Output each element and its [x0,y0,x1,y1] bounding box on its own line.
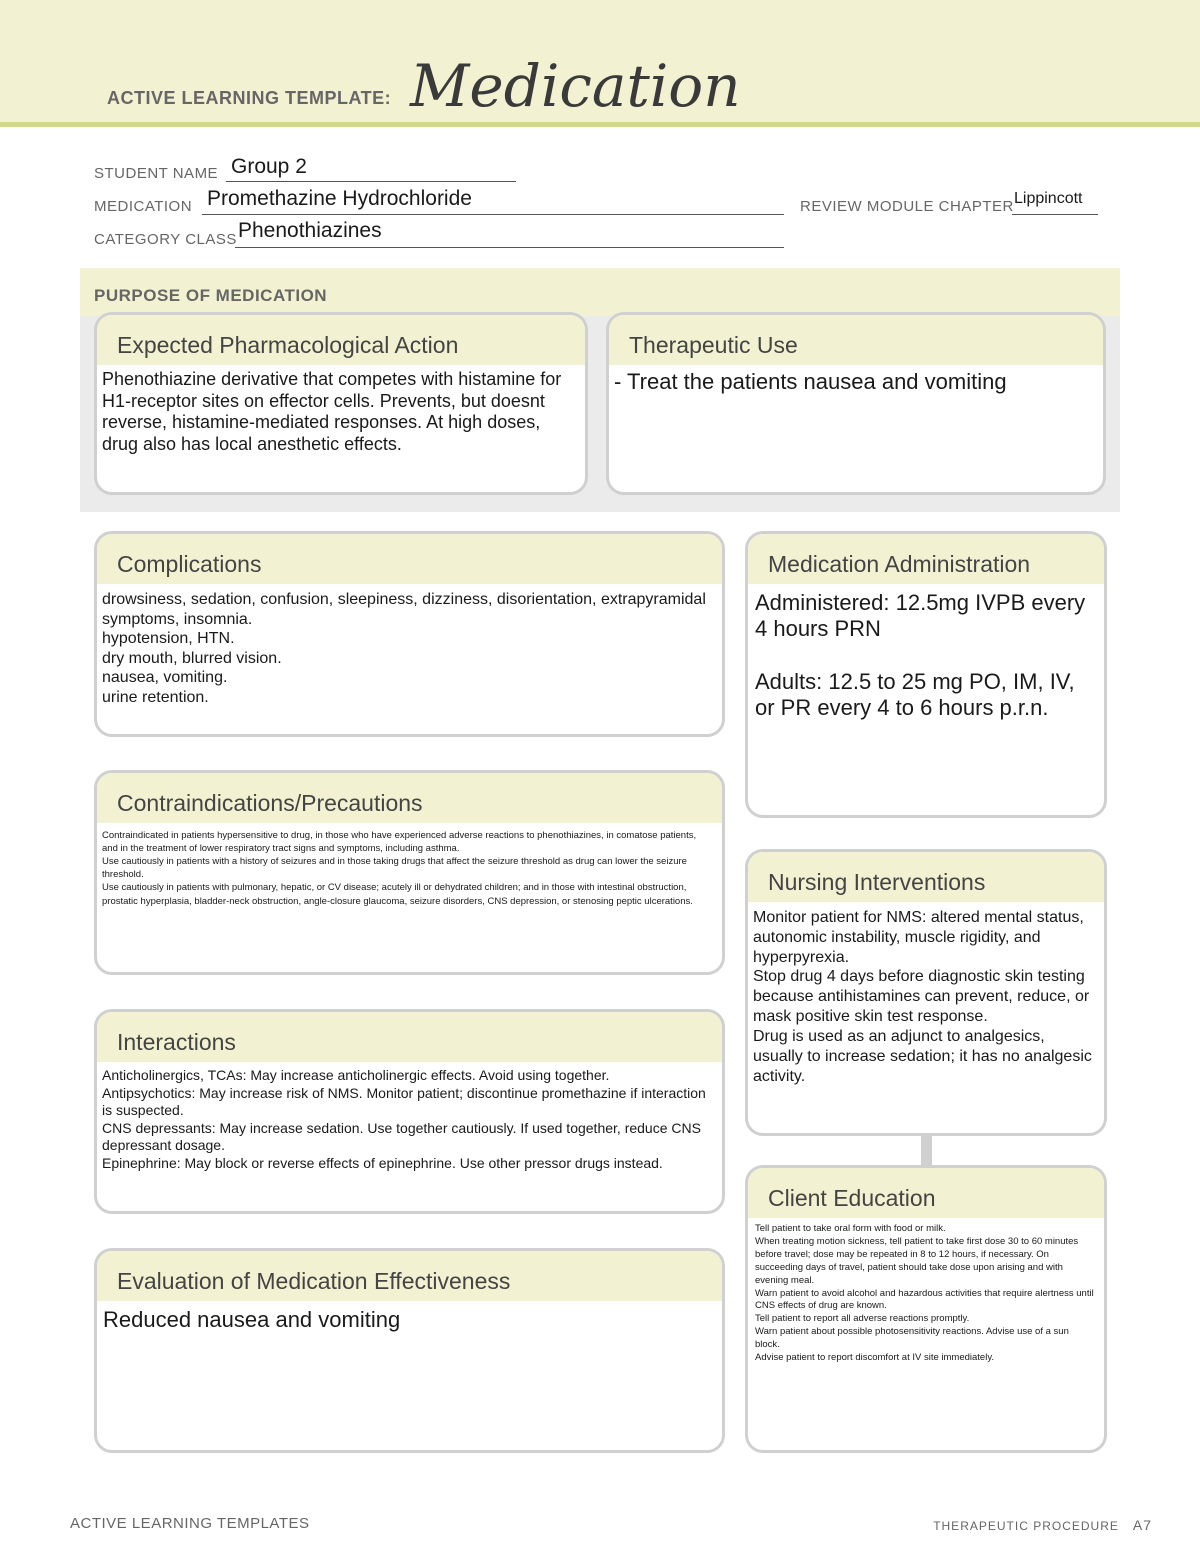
interactions-header [97,1012,722,1062]
nursing-interventions-title: Nursing Interventions [768,869,986,895]
complications-line: dry mouth, blurred vision. [102,649,282,667]
expected-action-title: Expected Pharmacological Action [117,332,459,358]
review-module-line [1012,214,1098,215]
interactions-line: Anticholinergics, TCAs: May increase anticholinergic effects. Avoid using together. [102,1067,610,1083]
evaluation-header [97,1251,722,1301]
education-line: Advise patient to report discomfort at IV site immediately. [755,1352,995,1364]
complications-line: nausea, vomiting. [102,669,228,687]
complications-line: urine retention. [102,688,209,706]
nursing-line: Stop drug 4 days before diagnostic skin testing because antihistamines can prevent, reduce, or mask positive skin test response. [753,968,1090,1026]
template-label: ACTIVE LEARNING TEMPLATE: [107,88,392,108]
therapeutic-use-text[interactable]: - Treat the patients nausea and vomiting [614,369,1007,394]
education-line: Warn patient to avoid alcohol and hazardous activities that require alertness until CNS effects of drug are known. [755,1287,1094,1312]
medication-label: MEDICATION [94,198,193,215]
contraindications-header [97,773,722,823]
student-name-line [226,181,516,182]
contraindications-text[interactable] [97,823,722,908]
client-education-title: Client Education [768,1185,936,1211]
client-education-text[interactable] [748,1218,1104,1365]
footer-section-label: THERAPEUTIC PROCEDURE [933,1519,1119,1533]
contraindications-card [94,770,725,975]
therapeutic-use-header [609,315,1103,365]
client-education-header [748,1168,1104,1218]
page-number: A7 [1132,1517,1152,1533]
card-connector [921,1134,932,1168]
medication-administration-header [748,534,1104,584]
evaluation-title: Evaluation of Medication Effectiveness [117,1268,511,1294]
contraindications-line: Use cautiously in patients with a history of seizures and in those taking drugs that affect the seizure threshold as drug can lower the seizure threshold. [102,856,687,881]
interactions-card [94,1009,725,1214]
complications-card [94,531,725,737]
category-class-field[interactable]: Phenothiazines [238,219,382,242]
therapeutic-use-card [606,312,1106,495]
student-name-label: STUDENT NAME [94,165,219,182]
nursing-interventions-header [748,852,1104,902]
purpose-title: PURPOSE OF MEDICATION [94,286,328,305]
education-line: When treating motion sickness, tell patient to take first dose 30 to 60 minutes before travel; dose may be repeated in 8 to 12 hours, if necessary. On succeeding days of travel, patient should take dose upon arising and with evening meal. [755,1235,1079,1286]
review-module-label: REVIEW MODULE CHAPTER [800,198,1014,215]
header-divider [0,122,1200,127]
footer-right [933,1517,1152,1533]
complications-line: drowsiness, sedation, confusion, sleepiness, dizziness, disorientation, extrapyramidal symptoms, insomnia. [102,591,706,628]
complications-line: hypotension, HTN. [102,630,235,648]
contraindications-line: Use cautiously in patients with pulmonary, hepatic, or CV disease; acutely ill or dehydrated children; and in those with intestinal obstruction, prostatic hyperplasia, bladder-neck obstruction, angle-closure glaucoma, seizure disorders, CNS depression, or stenosing peptic ulcerations. [102,882,693,907]
nursing-interventions-card [745,849,1107,1136]
administration-line: Administered: 12.5mg IVPB every 4 hours PRN [755,590,1086,642]
footer-left-label: ACTIVE LEARNING TEMPLATES [70,1515,310,1532]
interactions-line: CNS depressants: May increase sedation. Use together cautiously. If used together, reduce CNS depressant dosage. [102,1119,701,1153]
medication-administration-card [745,531,1107,818]
client-education-card [745,1165,1107,1453]
medication-field[interactable]: Promethazine Hydrochloride [207,187,472,210]
review-module-field[interactable]: Lippincott [1014,190,1083,207]
contraindications-line: Contraindicated in patients hypersensitive to drug, in those who have experienced adverse reactions to phenothiazines, in comatose patients, and in the treatment of lower respiratory tract signs and symptoms, including asthma. [102,830,697,855]
education-line: Warn patient about possible photosensitivity reactions. Advise use of a sun block. [755,1326,1069,1351]
contraindications-title: Contraindications/Precautions [117,790,423,816]
interactions-text[interactable] [97,1062,722,1172]
complications-header [97,534,722,584]
expected-action-card [94,312,588,495]
interactions-line: Antipsychotics: May increase risk of NMS. Monitor patient; discontinue promethazine if interaction is suspected. [102,1084,706,1118]
complications-text[interactable] [97,584,722,707]
medication-line [202,214,784,215]
page-title: Medication [410,52,741,120]
evaluation-card [94,1248,725,1453]
nursing-interventions-text[interactable] [748,902,1104,1086]
evaluation-text[interactable]: Reduced nausea and vomiting [103,1307,401,1332]
nursing-line: Drug is used as an adjunct to analgesics, usually to increase sedation; it has no analgesic activity. [753,1027,1092,1085]
expected-action-header [97,315,585,365]
medication-administration-title: Medication Administration [768,551,1031,577]
education-line: Tell patient to report all adverse reactions promptly. [755,1313,970,1325]
complications-title: Complications [117,551,262,577]
category-class-line [235,247,784,248]
student-name-field[interactable]: Group 2 [231,155,307,178]
category-class-label: CATEGORY CLASS [94,231,237,248]
nursing-line: Monitor patient for NMS: altered mental status, autonomic instability, muscle rigidity, and hyperpyrexia. [753,909,1084,966]
interactions-title: Interactions [117,1029,236,1055]
education-line: Tell patient to take oral form with food or milk. [755,1223,946,1234]
interactions-line: Epinephrine: May block or reverse effects of epinephrine. Use other pressor drugs instead. [102,1154,663,1171]
medication-administration-text[interactable] [748,584,1104,722]
administration-line: Adults: 12.5 to 25 mg PO, IM, IV, or PR every 4 to 6 hours p.r.n. [755,668,1075,721]
administration-spacer [755,643,1098,669]
therapeutic-use-title: Therapeutic Use [629,332,798,358]
expected-action-text[interactable]: Phenothiazine derivative that competes with histamine for H1-receptor sites on effector cells. Prevents, but doesnt reverse, histamine-mediated responses. At high doses, drug also has local anesthetic effects. [102,369,562,454]
